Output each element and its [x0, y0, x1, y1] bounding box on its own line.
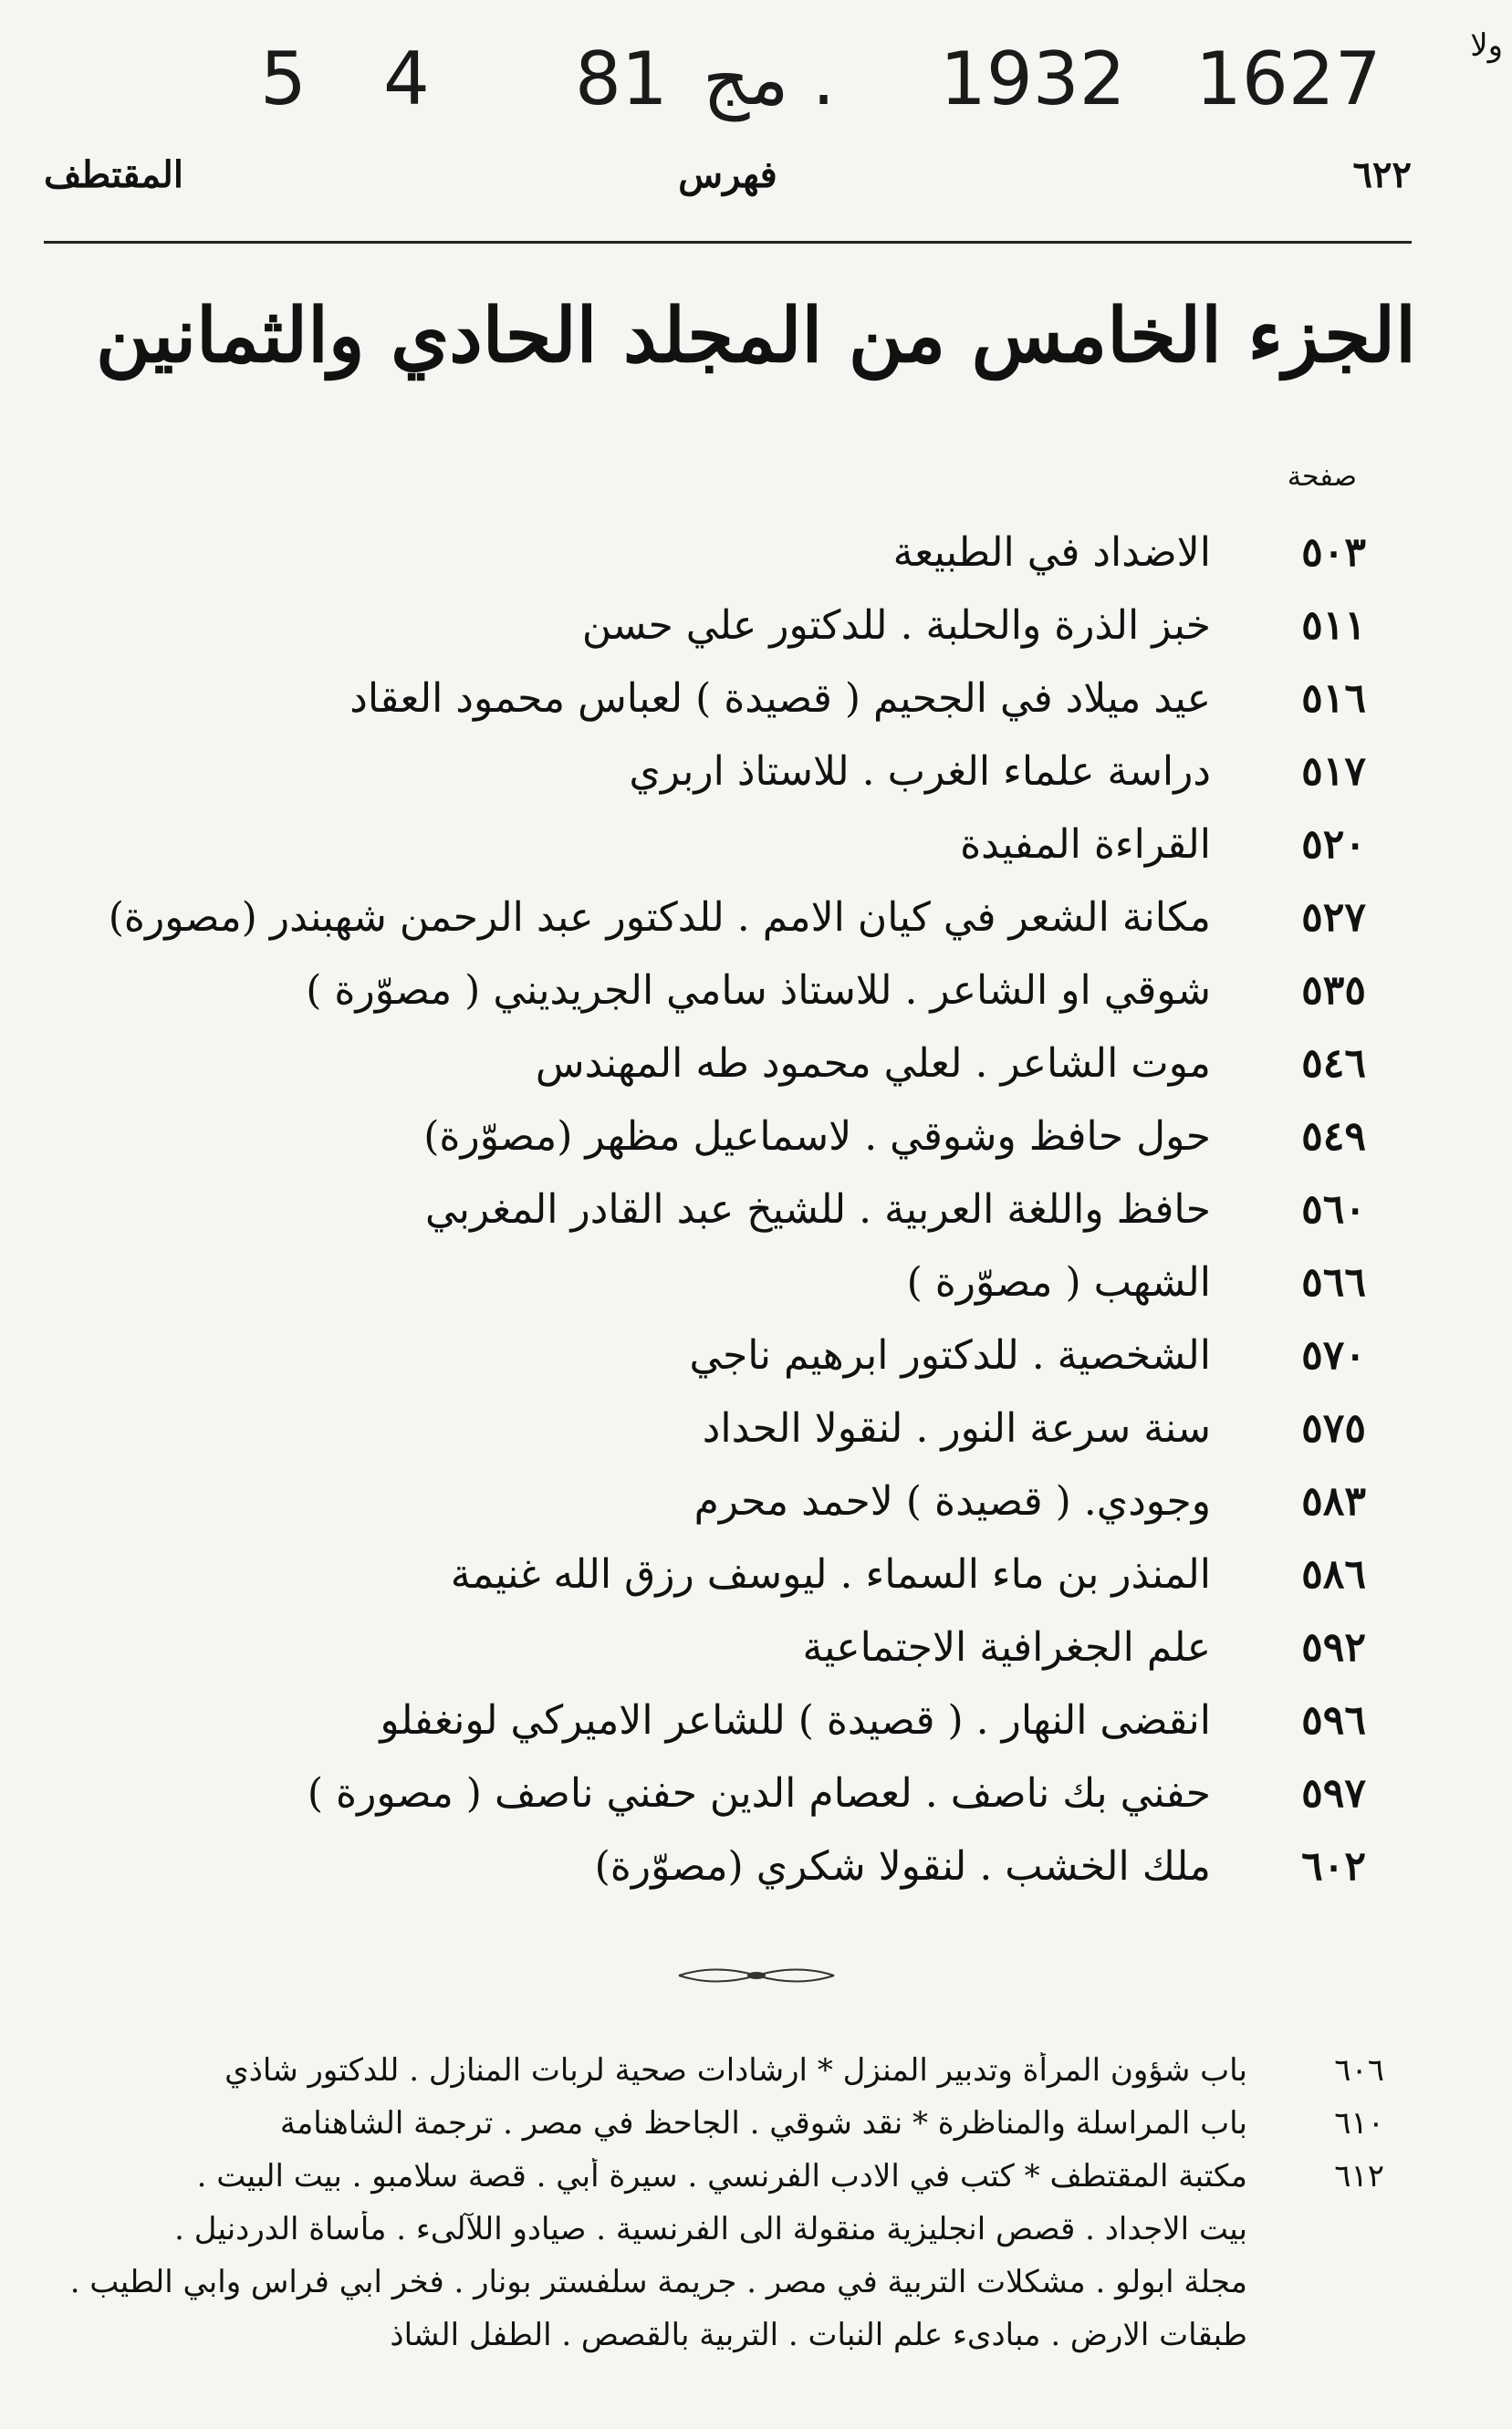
page-header — [44, 153, 1412, 217]
toc-entry — [164, 1684, 1366, 1757]
handwritten-corner: ولا — [1470, 27, 1503, 64]
toc-entry — [108, 881, 1366, 954]
toc-entry-title: سنة سرعة النور . لنقولا الحداد — [702, 1404, 1211, 1452]
toc-entry — [164, 1173, 1366, 1246]
sections-list — [55, 2044, 1384, 2361]
toc-entry — [164, 1538, 1366, 1611]
toc-entry-title: القراءة المفيدة — [960, 820, 1211, 868]
section-entry — [55, 2256, 1384, 2309]
toc-entry — [164, 1757, 1366, 1830]
toc-entry — [164, 516, 1366, 589]
toc-entry-page: ٥٩٢ — [1301, 1623, 1366, 1671]
toc-entry-page: ٦٠٢ — [1301, 1842, 1366, 1890]
section-entry — [55, 2044, 1384, 2097]
toc-entry-page: ٥١٧ — [1301, 747, 1366, 795]
toc-entry-page: ٥٧٥ — [1301, 1404, 1366, 1452]
section-entry-title: باب المراسلة والمناظرة * نقد شوقي . الجاحظ في مصر . ترجمة الشاهنامة — [279, 2105, 1247, 2142]
handwritten-annotation — [0, 27, 1512, 146]
toc-entry-title: حول حافظ وشوقي . لاسماعيل مظهر (مصوّرة) — [423, 1112, 1211, 1160]
toc-entry — [164, 1027, 1366, 1100]
section-entry — [55, 2150, 1384, 2203]
toc-entry-page: ٥٧٠ — [1301, 1331, 1366, 1379]
toc-entry-title: المنذر بن ماء السماء . ليوسف رزق الله غنيمة — [450, 1550, 1211, 1598]
toc-entry-page: ٥٤٦ — [1301, 1039, 1366, 1087]
handwritten-year: 1932 — [940, 36, 1126, 121]
toc-entry-page: ٥٢٠ — [1301, 820, 1366, 868]
toc-entry-title: علم الجغرافية الاجتماعية — [802, 1623, 1211, 1671]
toc-entry-title: عيد ميلاد في الجحيم ( قصيدة ) لعباس محمود العقاد — [349, 674, 1211, 722]
toc-entry-page: ٥٩٧ — [1301, 1769, 1366, 1817]
section-entry — [55, 2203, 1384, 2256]
ornament-divider — [674, 1962, 839, 1989]
journal-name: المقتطف — [44, 153, 183, 196]
toc-entry-title: الشخصية . للدكتور ابرهيم ناجي — [689, 1331, 1211, 1379]
issue-title: الجزء الخامس من المجلد الحادي والثمانين — [96, 292, 1416, 380]
toc-entry-title: شوقي او الشاعر . للاستاذ سامي الجريديني ( مصوّرة ) — [306, 966, 1211, 1014]
handwritten-number: 1627 — [1195, 36, 1382, 121]
toc-entry-title: الاضداد في الطبيعة — [892, 528, 1211, 576]
toc-entry — [164, 1465, 1366, 1538]
toc-entry-page: ٥٩٦ — [1301, 1696, 1366, 1744]
section-entry — [55, 2309, 1384, 2361]
toc-entry — [164, 1246, 1366, 1319]
toc-entry-title: دراسة علماء الغرب . للاستاذ اربري — [629, 747, 1211, 795]
table-of-contents — [108, 516, 1366, 1903]
handwritten-volume: 81 — [575, 36, 668, 121]
page-column-heading: صفحة — [1287, 461, 1357, 493]
toc-entry — [164, 954, 1366, 1027]
toc-entry-title: موت الشاعر . لعلي محمود طه المهندس — [535, 1039, 1211, 1087]
section-entry-title: مجلة ابولو . مشكلات التربية في مصر . جريمة سلفستر بونار . فخر ابي فراس وابي الطيب . — [69, 2264, 1247, 2300]
toc-entry-page: ٥١١ — [1301, 601, 1366, 649]
section-entry-title: بيت الاجداد . قصص انجليزية منقولة الى الفرنسية . صيادو اللآلىء . مأساة الدردنيل . — [174, 2211, 1247, 2247]
toc-entry-page: ٥٤٩ — [1301, 1112, 1366, 1160]
toc-entry-title: ملك الخشب . لنقولا شكري (مصوّرة) — [594, 1842, 1211, 1890]
section-entry — [55, 2097, 1384, 2150]
running-title: فهرس — [678, 153, 777, 196]
toc-entry — [164, 808, 1366, 881]
handwritten-mark: مج . — [703, 36, 836, 121]
handwritten-issue-no: 4 — [383, 36, 430, 121]
toc-entry-title: خبز الذرة والحلبة . للدكتور علي حسن — [581, 601, 1211, 649]
toc-entry-title: الشهب ( مصوّرة ) — [906, 1258, 1211, 1306]
section-entry-title: طبقات الارض . مبادىء علم النبات . التربية بالقصص . الطفل الشاذ — [390, 2317, 1247, 2353]
section-entry-page: ٦٠٦ — [1334, 2052, 1384, 2089]
toc-entry-title: وجودي. ( قصيدة ) لاحمد محرم — [693, 1477, 1211, 1525]
toc-entry-page: ٥٦٦ — [1301, 1258, 1366, 1306]
toc-entry-page: ٥٨٣ — [1301, 1477, 1366, 1525]
toc-entry-title: حفني بك ناصف . لعصام الدين حفني ناصف ( مصورة ) — [307, 1769, 1211, 1817]
toc-entry-title: مكانة الشعر في كيان الامم . للدكتور عبد الرحمن شهبندر (مصورة) — [108, 893, 1211, 941]
toc-entry-page: ٥٢٧ — [1301, 893, 1366, 941]
toc-entry — [164, 1611, 1366, 1684]
section-entry-title: مكتبة المقتطف * كتب في الادب الفرنسي . سيرة أبي . قصة سلامبو . بيت البيت . — [196, 2158, 1247, 2194]
toc-entry-page: ٥٣٥ — [1301, 966, 1366, 1014]
page-number: ٦٢٢ — [1352, 153, 1412, 196]
toc-entry-page: ٥١٦ — [1301, 674, 1366, 722]
toc-entry — [164, 1830, 1366, 1903]
toc-entry — [164, 1100, 1366, 1173]
handwritten-vol-no: 5 — [260, 36, 307, 121]
section-entry-page: ٦١٠ — [1334, 2105, 1384, 2142]
section-entry-page: ٦١٢ — [1334, 2158, 1384, 2194]
section-entry-title: باب شؤون المرأة وتدبير المنزل * ارشادات صحية لربات المنازل . للدكتور شاذي — [224, 2052, 1247, 2089]
toc-entry-page: ٥٠٣ — [1301, 528, 1366, 576]
toc-entry-title: انقضى النهار . ( قصيدة ) للشاعر الاميركي لونغفلو — [380, 1696, 1211, 1744]
toc-entry-page: ٥٦٠ — [1301, 1185, 1366, 1233]
toc-entry — [164, 735, 1366, 808]
toc-entry — [164, 589, 1366, 662]
toc-entry-title: حافظ واللغة العربية . للشيخ عبد القادر المغربي — [425, 1185, 1211, 1233]
header-rule — [44, 241, 1412, 244]
toc-entry — [164, 662, 1366, 735]
toc-entry — [164, 1319, 1366, 1392]
toc-entry — [164, 1392, 1366, 1465]
toc-entry-page: ٥٨٦ — [1301, 1550, 1366, 1598]
